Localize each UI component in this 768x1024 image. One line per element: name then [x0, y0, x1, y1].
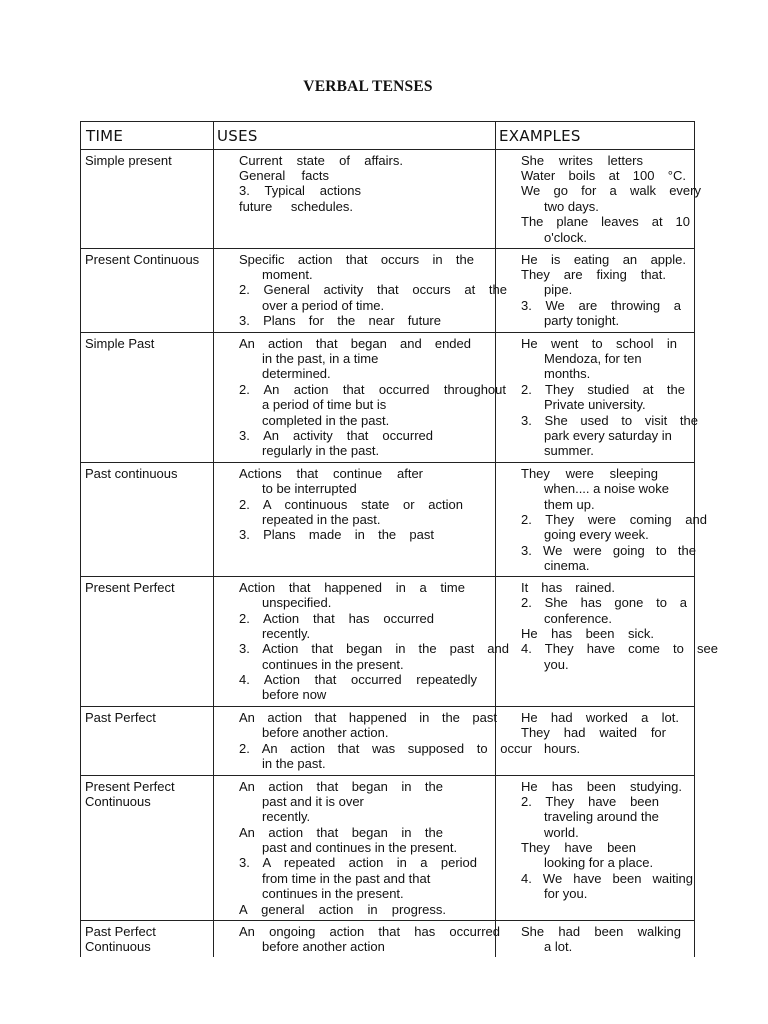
examples-cell-line: He has been sick.	[521, 626, 654, 641]
time-cell-line: Past Perfect	[85, 710, 156, 725]
time-cell-line: Simple Past	[85, 336, 155, 351]
uses-cell-line: over a period of time.	[262, 298, 385, 313]
examples-cell-line: for you.	[544, 886, 588, 901]
uses-cell-line: 2. An action that occurred throughout	[239, 382, 506, 397]
examples-cell-line: He is eating an apple.	[521, 252, 686, 267]
uses-cell-line: regularly in the past.	[262, 443, 380, 458]
uses-cell-line: 2. Action that has occurred	[239, 611, 434, 626]
examples-cell-line: They had waited for	[521, 725, 666, 740]
examples-cell-line: party tonight.	[544, 313, 620, 328]
examples-cell-line: She writes letters	[521, 153, 643, 168]
examples-cell-line: 2. They studied at the	[521, 382, 685, 397]
uses-cell-line: Specific action that occurs in the	[239, 252, 474, 267]
uses-cell-line: past and continues in the present.	[262, 840, 458, 855]
row-divider	[80, 920, 695, 921]
uses-cell-line: past and it is over	[262, 794, 364, 809]
uses-cell-line: 3. Plans made in the past	[239, 527, 434, 542]
uses-cell-line: Action that happened in a time	[239, 580, 465, 595]
examples-cell-line: 3. We are throwing a	[521, 298, 681, 313]
examples-cell-line: They have been	[521, 840, 636, 855]
uses-cell-line: repeated in the past.	[262, 512, 381, 527]
uses-cell-line: 3. An activity that occurred	[239, 428, 433, 443]
uses-cell-line: in the past.	[262, 756, 326, 771]
uses-cell-line: continues in the present.	[262, 657, 404, 672]
row-divider	[80, 576, 695, 577]
examples-cell-line: 2. They were coming and	[521, 512, 707, 527]
examples-cell-line: world.	[544, 825, 579, 840]
examples-cell-line: a lot.	[544, 939, 573, 954]
examples-cell-line: o'clock.	[544, 230, 587, 245]
uses-cell-line: 2. A continuous state or action	[239, 497, 463, 512]
examples-cell-line: We go for a walk every	[521, 183, 701, 198]
row-divider	[80, 149, 695, 150]
uses-cell-line: a period of time but is	[262, 397, 387, 412]
header-uses: USES	[217, 127, 258, 145]
examples-cell-line: traveling around the	[544, 809, 659, 824]
uses-cell-line: An action that began in the	[239, 825, 443, 840]
uses-cell-line: in the past, in a time	[262, 351, 379, 366]
uses-cell-line: Current state of affairs.	[239, 153, 403, 168]
uses-cell-line: recently.	[262, 809, 311, 824]
time-cell-line: Present Perfect	[85, 779, 175, 794]
time-cell-line: Simple present	[85, 153, 172, 168]
time-cell-line: Past Perfect	[85, 924, 156, 939]
time-cell-line: Continuous	[85, 794, 151, 809]
uses-cell-line: An action that began in the	[239, 779, 443, 794]
header-examples: EXAMPLES	[499, 127, 581, 145]
uses-cell-line: Actions that continue after	[239, 466, 423, 481]
time-cell-line: Continuous	[85, 939, 151, 954]
uses-cell-line: unspecified.	[262, 595, 332, 610]
examples-cell-line: cinema.	[544, 558, 590, 573]
examples-cell-line: months.	[544, 366, 591, 381]
examples-cell-line: He had worked a lot.	[521, 710, 679, 725]
uses-cell-line: An action that happened in the past	[239, 710, 497, 725]
examples-cell-line: They were sleeping	[521, 466, 658, 481]
row-divider	[80, 462, 695, 463]
examples-cell-line: 4. We have been waiting	[521, 871, 693, 886]
table-border-top	[80, 121, 695, 122]
examples-cell-line: It has rained.	[521, 580, 615, 595]
examples-cell-line: hours.	[544, 741, 581, 756]
examples-cell-line: 3. We were going to the	[521, 543, 696, 558]
uses-cell-line: determined.	[262, 366, 331, 381]
examples-cell-line: The plane leaves at 10	[521, 214, 690, 229]
uses-cell-line: moment.	[262, 267, 313, 282]
examples-cell-line: going every week.	[544, 527, 649, 542]
time-cell-line: Present Continuous	[85, 252, 200, 267]
row-divider	[80, 332, 695, 333]
examples-cell-line: when.... a noise woke	[544, 481, 670, 496]
examples-cell-line: 2. She has gone to a	[521, 595, 687, 610]
uses-cell-line: 2. An action that was supposed to occur	[239, 741, 532, 756]
examples-cell-line: 2. They have been	[521, 794, 659, 809]
uses-cell-line: An action that began and ended	[239, 336, 471, 351]
uses-cell-line: An ongoing action that has occurred	[239, 924, 500, 939]
examples-cell-line: She had been walking	[521, 924, 681, 939]
examples-cell-line: two days.	[544, 199, 599, 214]
examples-cell-line: 4. They have come to see	[521, 641, 718, 656]
time-cell-line: Present Perfect	[85, 580, 175, 595]
row-divider	[80, 706, 695, 707]
examples-cell-line: conference.	[544, 611, 612, 626]
examples-cell-line: Mendoza, for ten	[544, 351, 642, 366]
uses-cell-line: recently.	[262, 626, 311, 641]
column-divider-examples	[495, 121, 496, 957]
uses-cell-line: 2. General activity that occurs at the	[239, 282, 507, 297]
examples-cell-line: them up.	[544, 497, 595, 512]
examples-cell-line: Water boils at 100 °C.	[521, 168, 686, 183]
examples-cell-line: summer.	[544, 443, 594, 458]
uses-cell-line: future schedules.	[239, 199, 353, 214]
uses-cell-line: from time in the past and that	[262, 871, 431, 886]
uses-cell-line: before another action.	[262, 725, 389, 740]
examples-cell-line: you.	[544, 657, 569, 672]
uses-cell-line: continues in the present.	[262, 886, 404, 901]
row-divider	[80, 775, 695, 776]
uses-cell-line: 3. Action that began in the past and	[239, 641, 509, 656]
uses-cell-line: completed in the past.	[262, 413, 390, 428]
uses-cell-line: 3. A repeated action in a period	[239, 855, 477, 870]
examples-cell-line: pipe.	[544, 282, 573, 297]
examples-cell-line: Private university.	[544, 397, 646, 412]
uses-cell-line: to be interrupted	[262, 481, 357, 496]
uses-cell-line: 4. Action that occurred repeatedly	[239, 672, 477, 687]
examples-cell-line: They are fixing that.	[521, 267, 666, 282]
examples-cell-line: He went to school in	[521, 336, 677, 351]
column-divider-uses	[213, 121, 214, 957]
time-cell-line: Past continuous	[85, 466, 178, 481]
document-title: VERBAL TENSES	[303, 78, 433, 95]
uses-cell-line: before now	[262, 687, 327, 702]
uses-cell-line: A general action in progress.	[239, 902, 446, 917]
uses-cell-line: 3. Plans for the near future	[239, 313, 441, 328]
examples-cell-line: looking for a place.	[544, 855, 654, 870]
uses-cell-line: 3. Typical actions	[239, 183, 361, 198]
examples-cell-line: He has been studying.	[521, 779, 682, 794]
examples-cell-line: park every saturday in	[544, 428, 672, 443]
uses-cell-line: before another action	[262, 939, 385, 954]
uses-cell-line: General facts	[239, 168, 329, 183]
table-border-right	[694, 121, 695, 957]
examples-cell-line: 3. She used to visit the	[521, 413, 698, 428]
header-time: TIME	[86, 127, 124, 145]
row-divider	[80, 248, 695, 249]
table-border-left	[80, 121, 81, 957]
